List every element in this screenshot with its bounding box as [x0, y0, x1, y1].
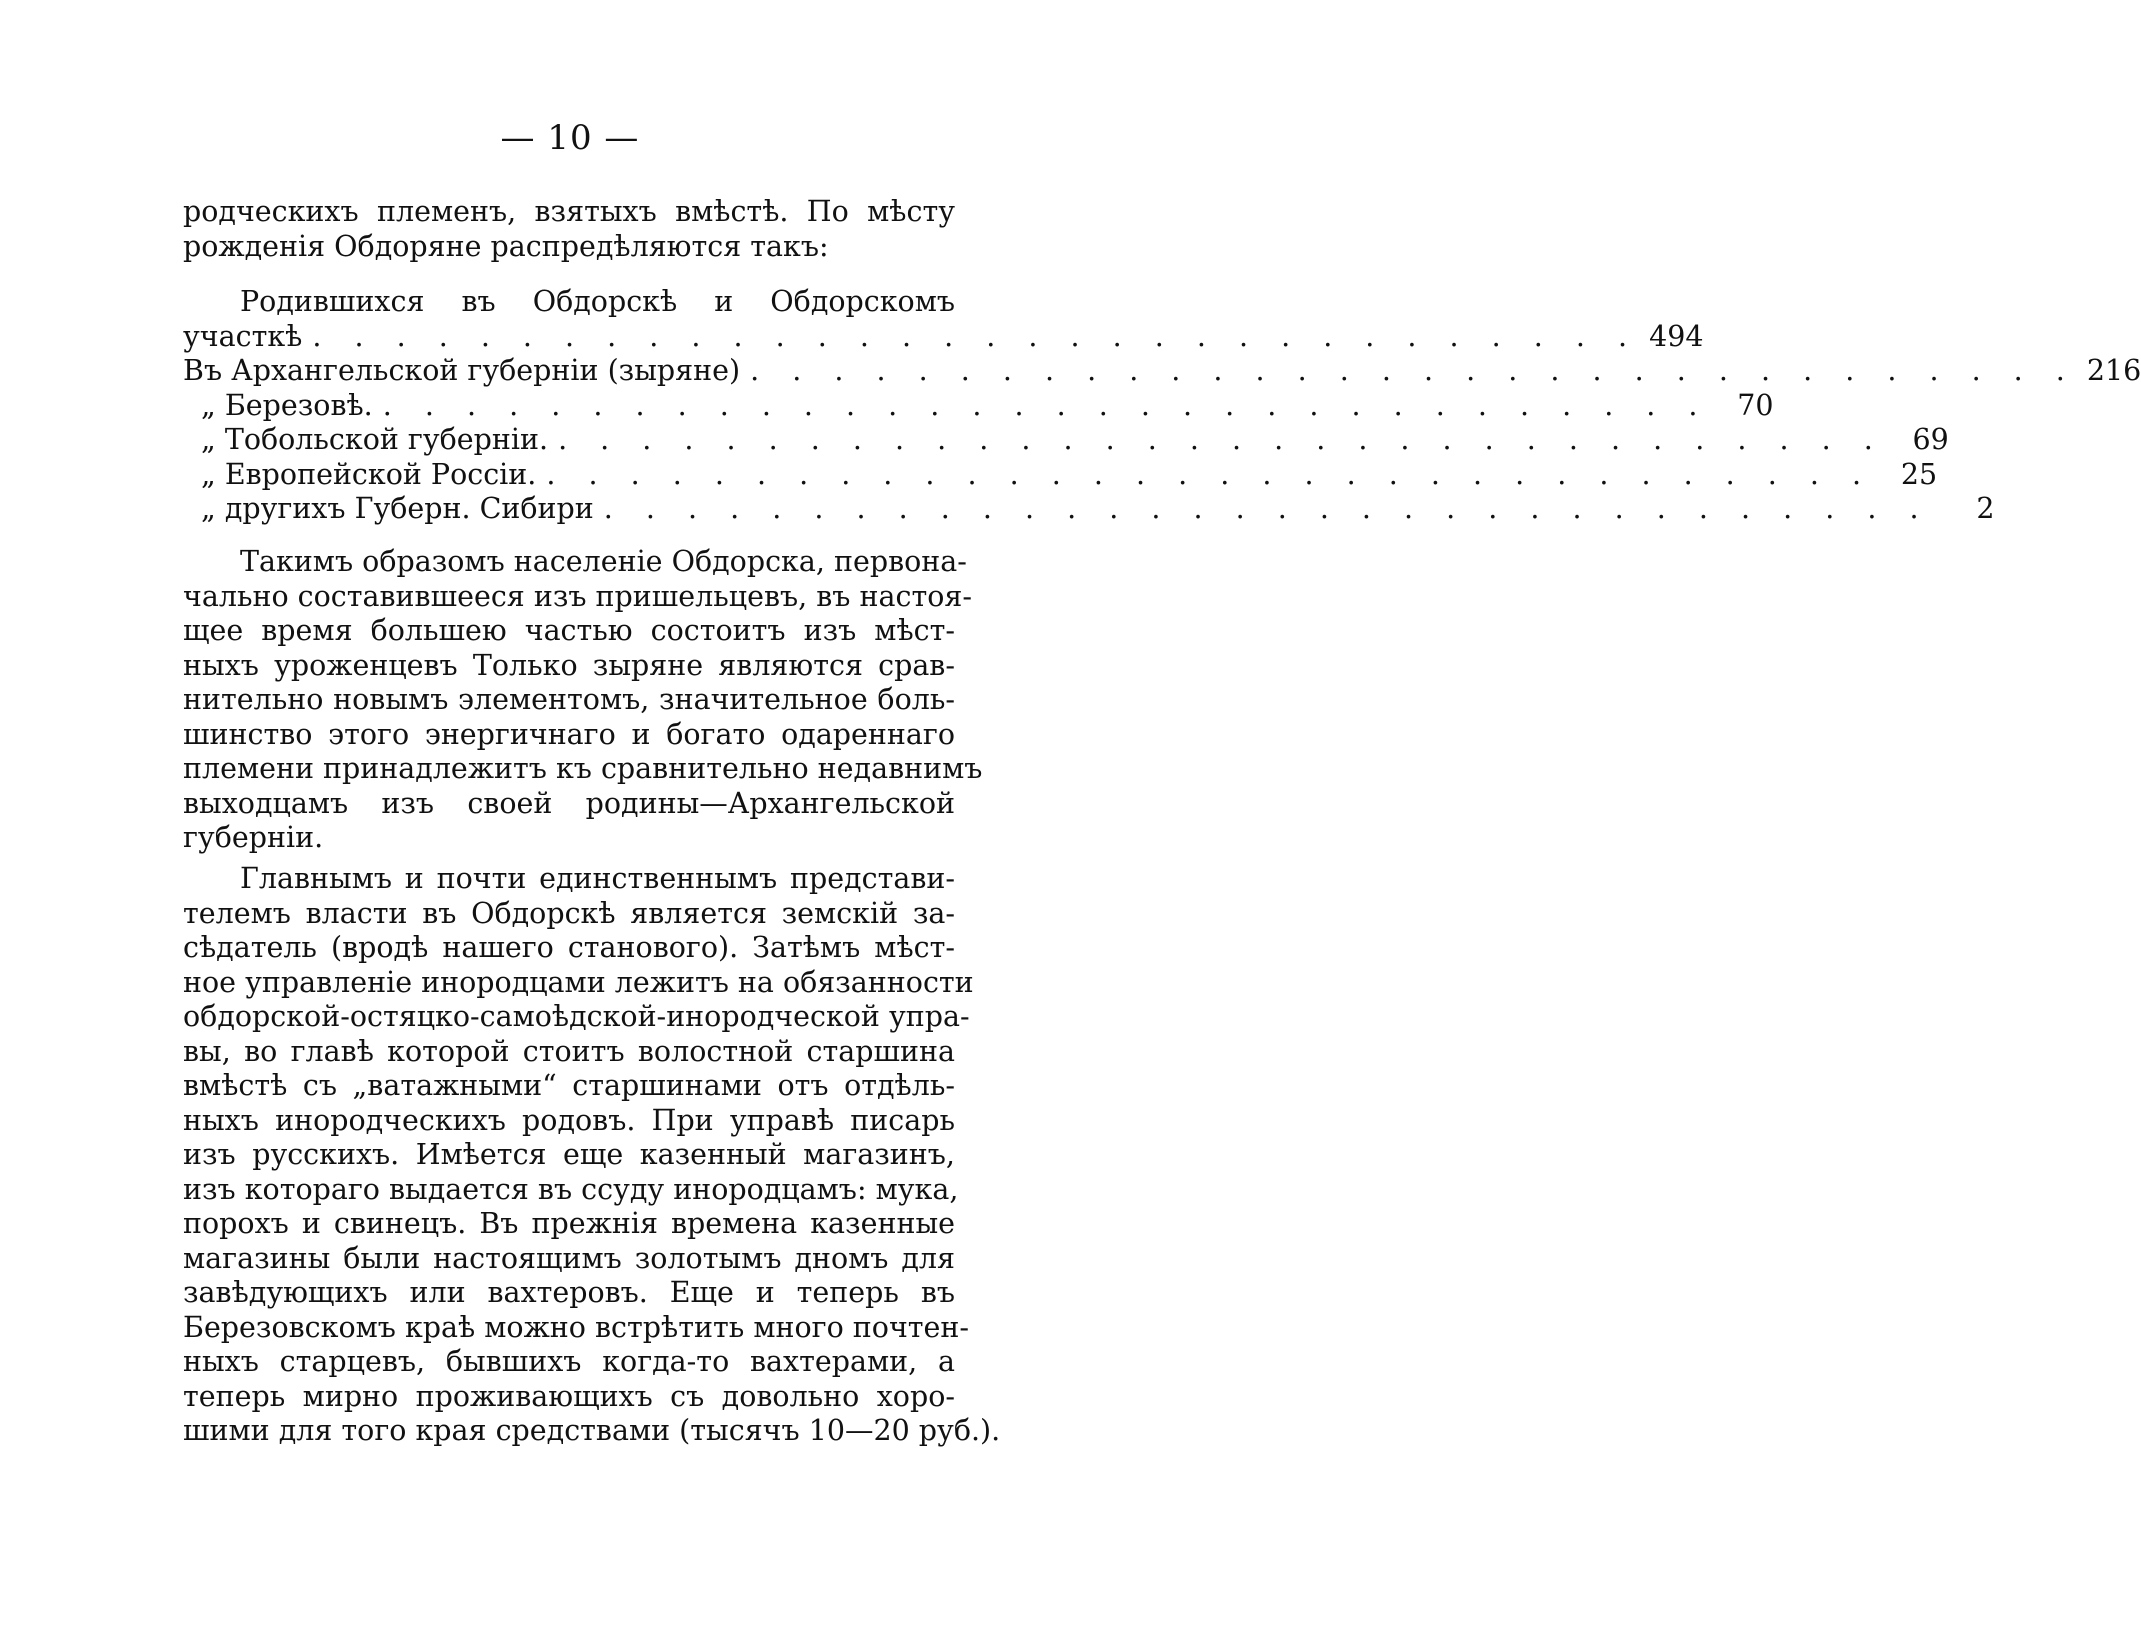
row-value: 69 [1912, 423, 1949, 456]
text-line: выходцамъ изъ своей родины—Архангельской [183, 786, 955, 820]
text-line: шими для того края средствами (тысячъ 10—20 руб.). [183, 1414, 1001, 1447]
leader-dots: . . . . . . . . . . . . . . . . . . . . . . . . . . . . . . . . [546, 457, 1874, 491]
table-row [183, 354, 2141, 389]
birthplace-table [183, 285, 2141, 527]
text-line: магазины были настоящимъ золотымъ дномъ для [183, 1241, 955, 1275]
table-row [183, 319, 1704, 355]
table-row [183, 457, 1938, 493]
page-number: — 10 — [500, 118, 640, 158]
text-line: сѣдатель (вродѣ нашего станового). Затѣмъ мѣст- [183, 931, 955, 964]
text-line: завѣдующихъ или вахтеровъ. Еще и теперь въ [183, 1276, 955, 1309]
text-line: Березовскомъ краѣ можно встрѣтить много почтен- [183, 1310, 970, 1344]
text-line: рожденія Обдоряне распредѣляются такъ: [183, 229, 829, 263]
text-line: ное управленіе инородцами лежитъ на обязанности [183, 965, 974, 999]
table-heading-line: Родившихся въ Обдорскѣ и Обдорскомъ [240, 285, 955, 318]
text-line: шинство этого энергичнаго и богато одареннаго [183, 717, 955, 751]
leader-dots: . . . . . . . . . . . . . . . . . . . . . . . . . . . . . . . . [603, 492, 1931, 525]
leader-dots: . . . . . . . . . . . . . . . . . . . . . . . . . . . . . . . . [750, 354, 2077, 387]
text-line: порохъ и свинецъ. Въ прежнія времена казенные [183, 1207, 955, 1240]
text-line: изъ котораго выдается въ ссуду инородцамъ: мука, [183, 1172, 959, 1206]
row-label: „ Березовѣ. [201, 388, 373, 422]
row-label: участкѣ [183, 319, 303, 353]
text-line: нительно новымъ элементомъ, значительное боль- [183, 683, 955, 716]
row-value: 70 [1737, 388, 1774, 422]
text-line: чально составившееся изъ пришельцевъ, въ настоя- [183, 579, 972, 613]
text-line: губерніи. [183, 821, 324, 854]
text-line: ныхъ уроженцевъ Только зыряне являются срав- [183, 648, 955, 682]
text-line: ныхъ инородческихъ родовъ. При управѣ писарь [183, 1103, 955, 1137]
text-line: племени принадлежитъ къ сравнительно недавнимъ [183, 752, 983, 785]
table-row [183, 423, 1949, 458]
row-label: Въ Архангельской губерніи (зыряне) [183, 354, 741, 387]
text-line: теперь мирно проживающихъ съ довольно хоро- [183, 1379, 955, 1413]
row-value: 216 [2086, 354, 2141, 387]
row-value: 494 [1649, 319, 1704, 353]
text-line: обдорской-остяцко-самоѣдской-инородческой упра- [183, 1000, 970, 1033]
text-line: Такимъ образомъ населеніе Обдорска, первона- [240, 545, 967, 578]
row-label: „ другихъ Губерн. Сибири [201, 492, 594, 525]
text-line: родческихъ племенъ, взятыхъ вмѣстѣ. По мѣсту [183, 195, 955, 228]
paragraph-administration [183, 862, 1001, 1449]
intro-text [183, 195, 955, 264]
text-line: телемъ власти въ Обдорскѣ является земскій за- [183, 896, 955, 930]
row-value: 2 [1976, 492, 1995, 525]
leader-dots: . . . . . . . . . . . . . . . . . . . . . . . . . . . . . . . . [312, 319, 1640, 353]
text-line: вы, во главѣ которой стоитъ волостной старшина [183, 1034, 955, 1068]
table-row [183, 492, 1995, 527]
leader-dots: . . . . . . . . . . . . . . . . . . . . . . . . . . . . . . . . [558, 423, 1885, 456]
text-line: изъ русскихъ. Имѣется еще казенный магазинъ, [183, 1138, 955, 1171]
row-value: 25 [1900, 457, 1938, 491]
text-line: щее время большею частью состоитъ изъ мѣст- [183, 614, 955, 647]
leader-dots: . . . . . . . . . . . . . . . . . . . . . . . . . . . . . . . . [382, 388, 1710, 422]
paragraph-population [183, 545, 983, 856]
text-line: Главнымъ и почти единственнымъ представи- [240, 862, 955, 895]
text-line: вмѣстѣ съ „ватажными“ старшинами отъ отдѣль- [183, 1069, 955, 1102]
row-label: „ Тобольской губерніи. [201, 423, 549, 456]
text-line: ныхъ старцевъ, бывшихъ когда-то вахтерами, а [183, 1345, 955, 1378]
table-row [183, 388, 1774, 424]
row-label: „ Европейской Россіи. [201, 457, 537, 491]
